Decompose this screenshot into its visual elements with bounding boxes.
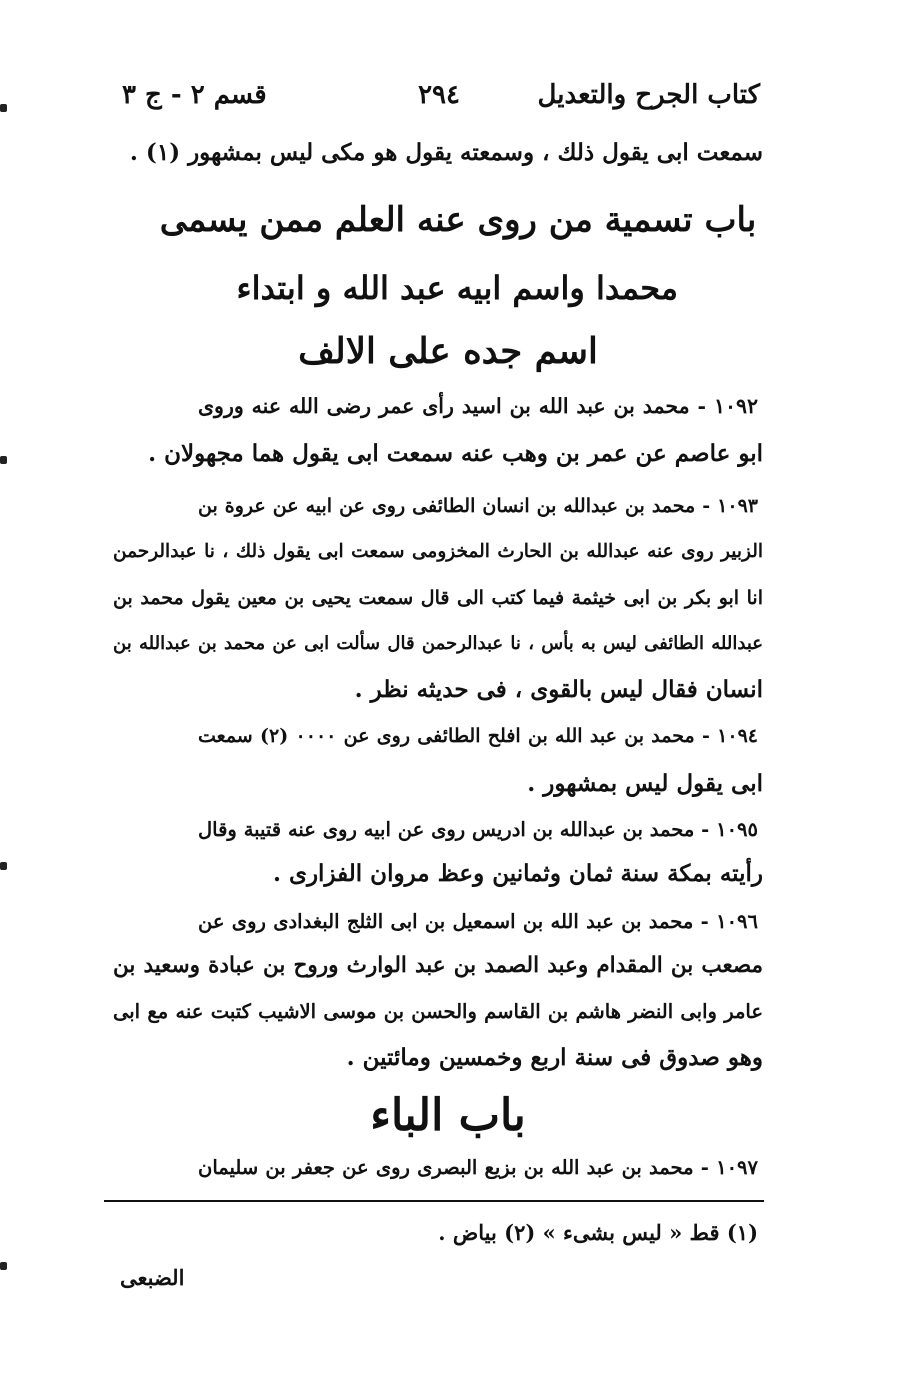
entry-1092-line-1: ١٠٩٢ - محمد بن عبد الله بن اسيد رأى عمر رضى الله عنه وروى	[198, 394, 758, 418]
entry-1095-line-2: رأيته بمكة سنة ثمان وثمانين وعظ مروان الفزارى .	[272, 860, 763, 887]
entry-1096-line-2: مصعب بن المقدام وعبد الصمد بن عبد الوارث وروح بن عبادة وسعيد بن	[113, 953, 763, 978]
entry-1094-line-2: ابى يقول ليس بمشهور .	[527, 770, 763, 797]
entry-1096-line-3: عامر وابى النضر هاشم بن القاسم والحسن بن موسى الاشيب كتبت عنه مع ابى	[113, 1000, 763, 1023]
scan-edge-mark	[0, 456, 7, 464]
header-part-volume: قسم ٢ - ج ٣	[122, 80, 267, 110]
chapter-heading-line-3: اسم جده على الالف	[298, 331, 598, 372]
entry-1096-line-1: ١٠٩٦ - محمد بن عبد الله بن اسمعيل بن ابى الثلج البغدادى روى عن	[198, 910, 758, 933]
entry-1094-line-1: ١٠٩٤ - محمد بن عبد الله بن افلح الطائفى روى عن ٠٠٠٠ (٢) سمعت	[198, 725, 758, 747]
entry-1097-line-1: ١٠٩٧ - محمد بن عبد الله بن بزيع البصرى روى عن جعفر بن سليمان	[198, 1156, 758, 1179]
chapter-heading-line-1: باب تسمية من روى عنه العلم ممن يسمى	[159, 200, 757, 240]
entry-1093-line-5: انسان فقال ليس بالقوى ، فى حديثه نظر .	[354, 676, 763, 703]
opening-line: سمعت ابى يقول ذلك ، وسمعته يقول هو مكى ليس بمشهور (١) .	[129, 139, 763, 166]
header-book-title: كتاب الجرح والتعديل	[537, 80, 760, 110]
scan-edge-mark	[0, 862, 7, 870]
entry-1093-line-1: ١٠٩٣ - محمد بن عبدالله بن انسان الطائفى روى عن ابيه عن عروة بن	[198, 495, 758, 517]
chapter-heading-ba: باب الباء	[370, 1090, 526, 1141]
footnote: (١) قط « ليس بشىء » (٢) بياض .	[438, 1220, 758, 1245]
running-header	[110, 80, 760, 120]
catchword: الضبعى	[120, 1265, 185, 1290]
entry-1095-line-1: ١٠٩٥ - محمد بن عبدالله بن ادريس روى عن ابيه روى عنه قتيبة وقال	[198, 818, 758, 841]
entry-1093-line-2: الزبير روى عنه عبدالله بن الحارث المخزومى سمعت ابى يقول ذلك ، نا عبدالرحمن	[113, 541, 763, 562]
entry-1092-line-2: ابو عاصم عن عمر بن وهب عنه سمعت ابى يقول هما مجهولان .	[148, 440, 763, 467]
entry-1093-line-4: عبدالله الطائفى ليس به بأس ، نا عبدالرحمن قال سألت ابى عن محمد بن عبدالله بن	[113, 633, 763, 654]
entry-1093-line-3: انا ابو بكر بن ابى خيثمة فيما كتب الى قال سمعت يحيى بن معين يقول محمد بن	[113, 587, 763, 609]
footnote-rule	[104, 1200, 764, 1202]
scan-edge-mark	[0, 104, 7, 112]
entry-1096-line-4: وهو صدوق فى سنة اربع وخمسين ومائتين .	[346, 1044, 763, 1071]
chapter-heading-line-2: محمدا واسم ابيه عبد الله و ابتداء	[236, 269, 678, 307]
scan-edge-mark	[0, 1262, 7, 1270]
header-page-number: ٢٩٤	[418, 80, 460, 110]
